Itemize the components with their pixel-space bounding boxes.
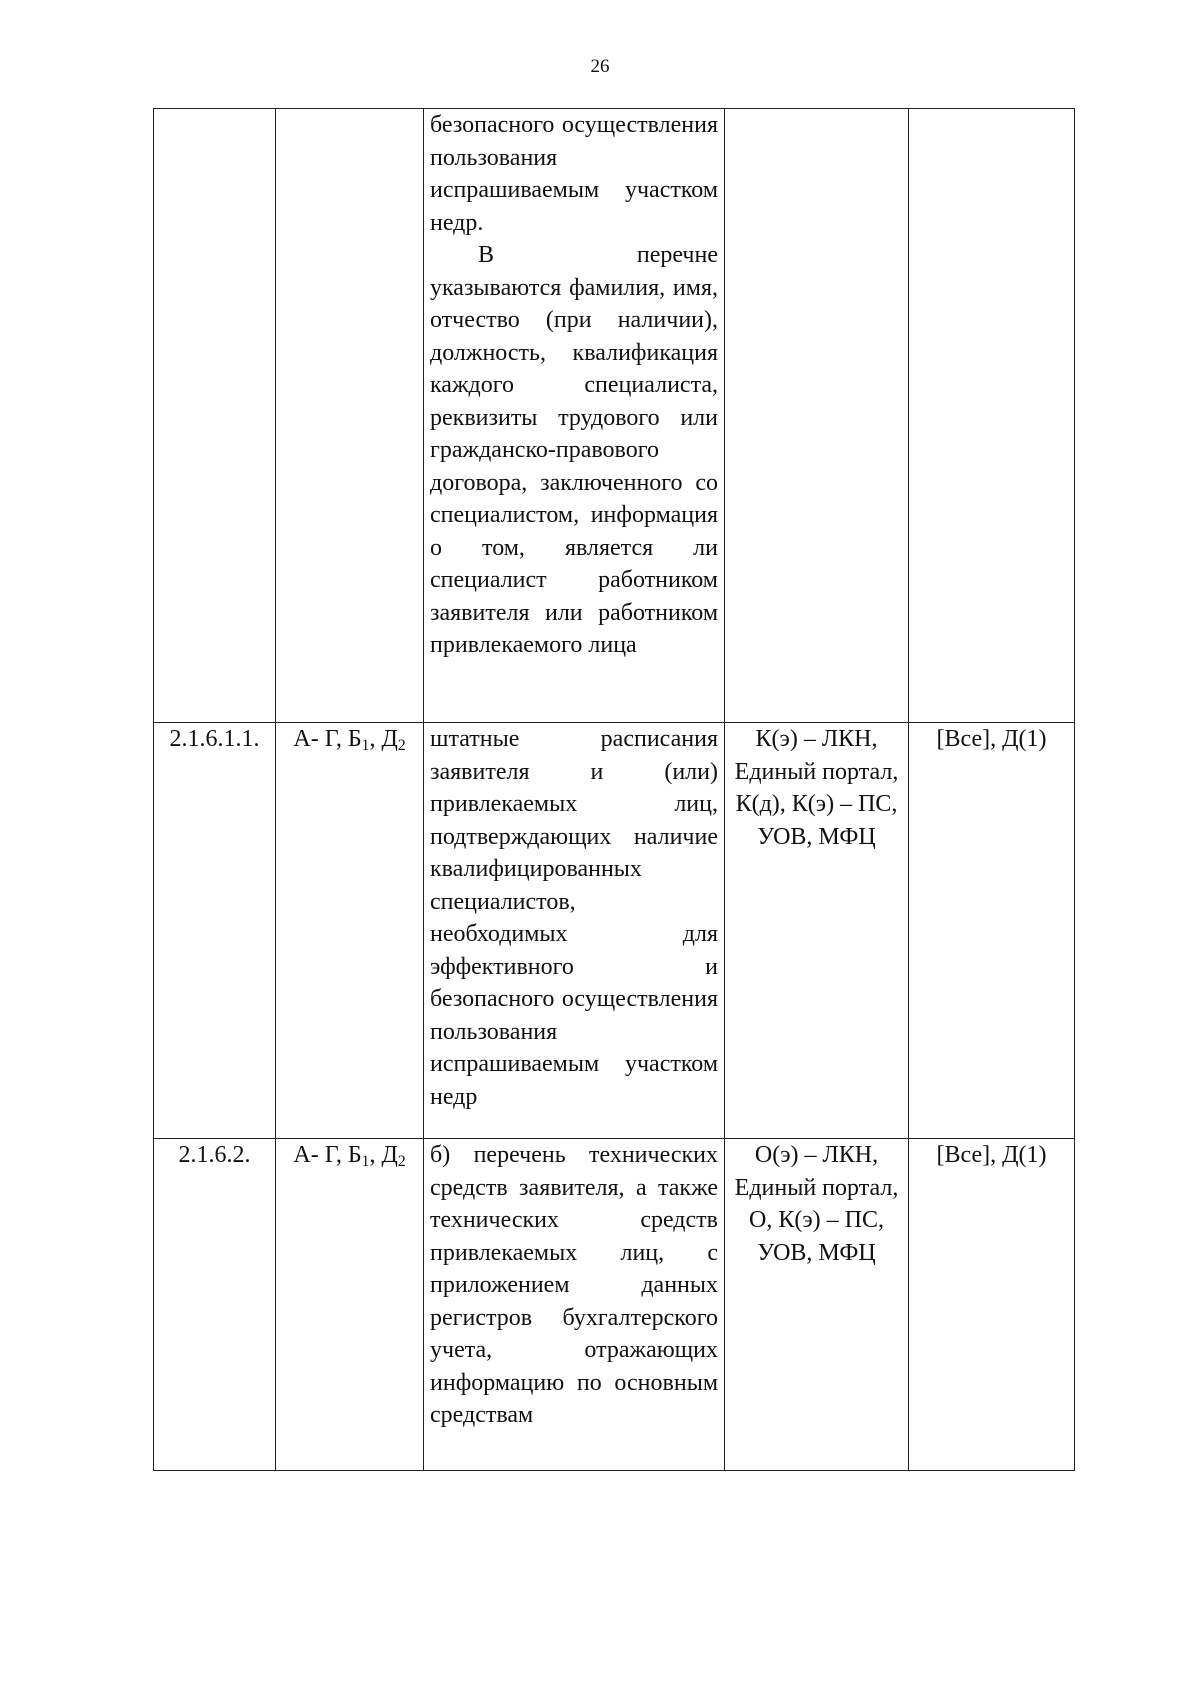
document-description-cell bbox=[424, 723, 725, 1139]
row-number-cell: 2.1.6.1.1. bbox=[154, 723, 276, 1139]
applicant-category-cell bbox=[276, 723, 424, 1139]
table-row bbox=[154, 109, 1075, 723]
applicant-category-text: А- Г, Б bbox=[293, 726, 362, 752]
row-number-cell: 2.1.6.2. bbox=[154, 1139, 276, 1471]
document-table bbox=[153, 108, 1075, 1471]
applicant-subscript: 2 bbox=[397, 1153, 406, 1170]
description-paragraph: штатные расписания заявителя и (или) привлекаемых лиц, подтверждающих наличие квалифицированных специалистов, необходимых для эффективного и безопасного осуществления пользования испрашиваемым участком недр bbox=[430, 726, 718, 1110]
row-number-cell bbox=[154, 109, 276, 723]
description-paragraph: В перечне указываются фамилия, имя, отчество (при наличии), должность, квалификация каждого специалиста, реквизиты трудового или гражданско-правового договора, заключенного со специалистом, информация о том, является ли специалист работником заявителя или работником привлекаемого лица bbox=[430, 242, 718, 658]
submission-method-cell: О(э) – ЛКН, Единый портал, О, К(э) – ПС, УОВ, МФЦ bbox=[725, 1139, 909, 1471]
applicant-category-text: А- Г, Б bbox=[293, 1142, 362, 1168]
applicant-category-cell bbox=[276, 109, 424, 723]
submission-method-cell: К(э) – ЛКН, Единый портал, К(д), К(э) – ПС, УОВ, МФЦ bbox=[725, 723, 909, 1139]
document-description-cell bbox=[424, 1139, 725, 1471]
table-row bbox=[154, 723, 1075, 1139]
description-paragraph: б) перечень технических средств заявителя, а также технических средств привлекаемых лиц, с приложением данных регистров бухгалтерского учета, отражающих информацию по основным средствам bbox=[430, 1142, 718, 1428]
requirement-cell: [Все], Д(1) bbox=[909, 723, 1075, 1139]
description-paragraph: безопасного осуществления пользования испрашиваемым участком недр. bbox=[430, 112, 718, 236]
requirement-cell bbox=[909, 109, 1075, 723]
applicant-subscript: 1 bbox=[361, 737, 370, 754]
table-row bbox=[154, 1139, 1075, 1471]
submission-method-cell bbox=[725, 109, 909, 723]
requirement-cell: [Все], Д(1) bbox=[909, 1139, 1075, 1471]
document-description-cell bbox=[424, 109, 725, 723]
applicant-subscript: 1 bbox=[361, 1153, 370, 1170]
applicant-category-text: , Д bbox=[369, 1142, 398, 1168]
applicant-category-text: , Д bbox=[369, 726, 398, 752]
applicant-category-cell bbox=[276, 1139, 424, 1471]
page-number: 26 bbox=[590, 56, 610, 77]
applicant-subscript: 2 bbox=[397, 737, 406, 754]
